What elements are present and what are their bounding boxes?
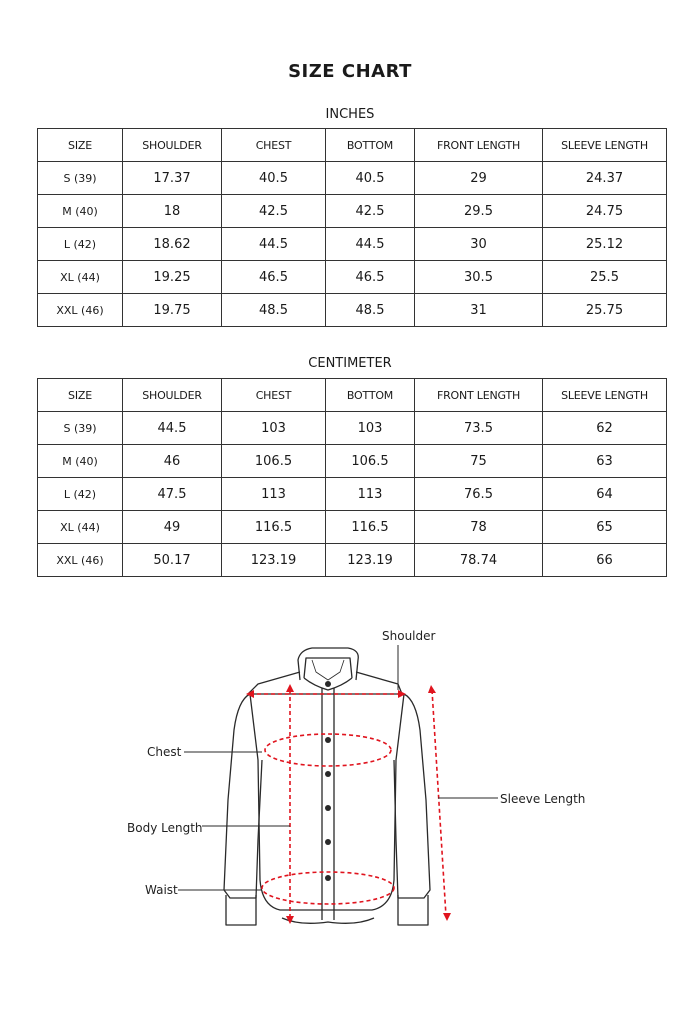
measurement-cell: 123.19 xyxy=(222,544,326,577)
measurement-cell: 29 xyxy=(415,162,543,195)
measurement-cell: 18 xyxy=(123,195,222,228)
size-cell: XXL (46) xyxy=(38,294,123,327)
shirt-buttons xyxy=(325,681,331,881)
measurement-cell: 31 xyxy=(415,294,543,327)
table-row xyxy=(38,261,667,294)
measurement-cell: 66 xyxy=(543,544,667,577)
table-row xyxy=(38,228,667,261)
measurement-cell: 62 xyxy=(543,412,667,445)
table-row xyxy=(38,294,667,327)
measurement-cell: 44.5 xyxy=(123,412,222,445)
body-length-callout-label: Body Length xyxy=(127,821,203,835)
measurement-guides xyxy=(250,690,446,920)
measurement-arrowheads xyxy=(246,684,451,924)
column-header: CHEST xyxy=(222,129,326,162)
size-cell: M (40) xyxy=(38,195,123,228)
centimeter-table xyxy=(37,378,667,577)
measurement-cell: 49 xyxy=(123,511,222,544)
size-cell: S (39) xyxy=(38,412,123,445)
size-cell: S (39) xyxy=(38,162,123,195)
chest-callout-label: Chest xyxy=(147,745,182,759)
column-header: BOTTOM xyxy=(326,379,415,412)
measurement-cell: 46 xyxy=(123,445,222,478)
measurement-cell: 75 xyxy=(415,445,543,478)
measurement-cell: 19.25 xyxy=(123,261,222,294)
measurement-cell: 116.5 xyxy=(222,511,326,544)
centimeter-section-label: CENTIMETER xyxy=(308,356,392,371)
measurement-cell: 46.5 xyxy=(222,261,326,294)
table-row xyxy=(38,511,667,544)
column-header: SIZE xyxy=(38,379,123,412)
measurement-cell: 25.75 xyxy=(543,294,667,327)
shirt-measurement-diagram xyxy=(0,600,700,1020)
measurement-cell: 19.75 xyxy=(123,294,222,327)
measurement-cell: 24.75 xyxy=(543,195,667,228)
column-header: SHOULDER xyxy=(123,129,222,162)
size-cell: L (42) xyxy=(38,228,123,261)
size-cell: XL (44) xyxy=(38,261,123,294)
column-header: SHOULDER xyxy=(123,379,222,412)
sleeve-length-callout-label: Sleeve Length xyxy=(500,792,586,806)
measurement-cell: 47.5 xyxy=(123,478,222,511)
measurement-cell: 116.5 xyxy=(326,511,415,544)
measurement-cell: 65 xyxy=(543,511,667,544)
measurement-cell: 40.5 xyxy=(326,162,415,195)
measurement-cell: 106.5 xyxy=(326,445,415,478)
measurement-cell: 106.5 xyxy=(222,445,326,478)
measurement-cell: 25.5 xyxy=(543,261,667,294)
sleeve-length-measure-line xyxy=(432,690,446,916)
measurement-cell: 24.37 xyxy=(543,162,667,195)
button-icon xyxy=(325,771,331,777)
column-header: SIZE xyxy=(38,129,123,162)
measurement-cell: 113 xyxy=(326,478,415,511)
measurement-cell: 44.5 xyxy=(326,228,415,261)
shoulder-callout-label: Shoulder xyxy=(382,629,436,643)
measurement-cell: 123.19 xyxy=(326,544,415,577)
measurement-cell: 76.5 xyxy=(415,478,543,511)
centimeter-header-row xyxy=(38,379,667,412)
table-row xyxy=(38,412,667,445)
column-header: SLEEVE LENGTH xyxy=(543,129,667,162)
size-cell: XXL (46) xyxy=(38,544,123,577)
measurement-cell: 103 xyxy=(326,412,415,445)
inches-table xyxy=(37,128,667,327)
column-header: FRONT LENGTH xyxy=(415,379,543,412)
column-header: SLEEVE LENGTH xyxy=(543,379,667,412)
button-icon xyxy=(325,681,331,687)
table-row xyxy=(38,162,667,195)
table-row xyxy=(38,478,667,511)
measurement-cell: 30 xyxy=(415,228,543,261)
measurement-cell: 113 xyxy=(222,478,326,511)
measurement-cell: 40.5 xyxy=(222,162,326,195)
size-cell: M (40) xyxy=(38,445,123,478)
column-header: CHEST xyxy=(222,379,326,412)
column-header: BOTTOM xyxy=(326,129,415,162)
measurement-cell: 29.5 xyxy=(415,195,543,228)
inches-header-row xyxy=(38,129,667,162)
measurement-cell: 63 xyxy=(543,445,667,478)
waist-callout-label: Waist xyxy=(145,883,178,897)
measurement-cell: 64 xyxy=(543,478,667,511)
button-icon xyxy=(325,839,331,845)
table-row xyxy=(38,195,667,228)
page-title: SIZE CHART xyxy=(288,61,412,82)
size-cell: L (42) xyxy=(38,478,123,511)
measurement-cell: 78 xyxy=(415,511,543,544)
measurement-cell: 48.5 xyxy=(222,294,326,327)
inches-section-label: INCHES xyxy=(325,107,375,122)
button-icon xyxy=(325,737,331,743)
measurement-cell: 44.5 xyxy=(222,228,326,261)
table-row xyxy=(38,445,667,478)
measurement-cell: 42.5 xyxy=(326,195,415,228)
table-row xyxy=(38,544,667,577)
measurement-cell: 17.37 xyxy=(123,162,222,195)
size-cell: XL (44) xyxy=(38,511,123,544)
button-icon xyxy=(325,805,331,811)
measurement-cell: 48.5 xyxy=(326,294,415,327)
shirt-outline xyxy=(224,648,430,925)
measurement-cell: 18.62 xyxy=(123,228,222,261)
measurement-cell: 46.5 xyxy=(326,261,415,294)
button-icon xyxy=(325,875,331,881)
measurement-cell: 42.5 xyxy=(222,195,326,228)
measurement-cell: 25.12 xyxy=(543,228,667,261)
measurement-cell: 50.17 xyxy=(123,544,222,577)
measurement-cell: 30.5 xyxy=(415,261,543,294)
column-header: FRONT LENGTH xyxy=(415,129,543,162)
measurement-cell: 78.74 xyxy=(415,544,543,577)
measurement-cell: 103 xyxy=(222,412,326,445)
measurement-cell: 73.5 xyxy=(415,412,543,445)
